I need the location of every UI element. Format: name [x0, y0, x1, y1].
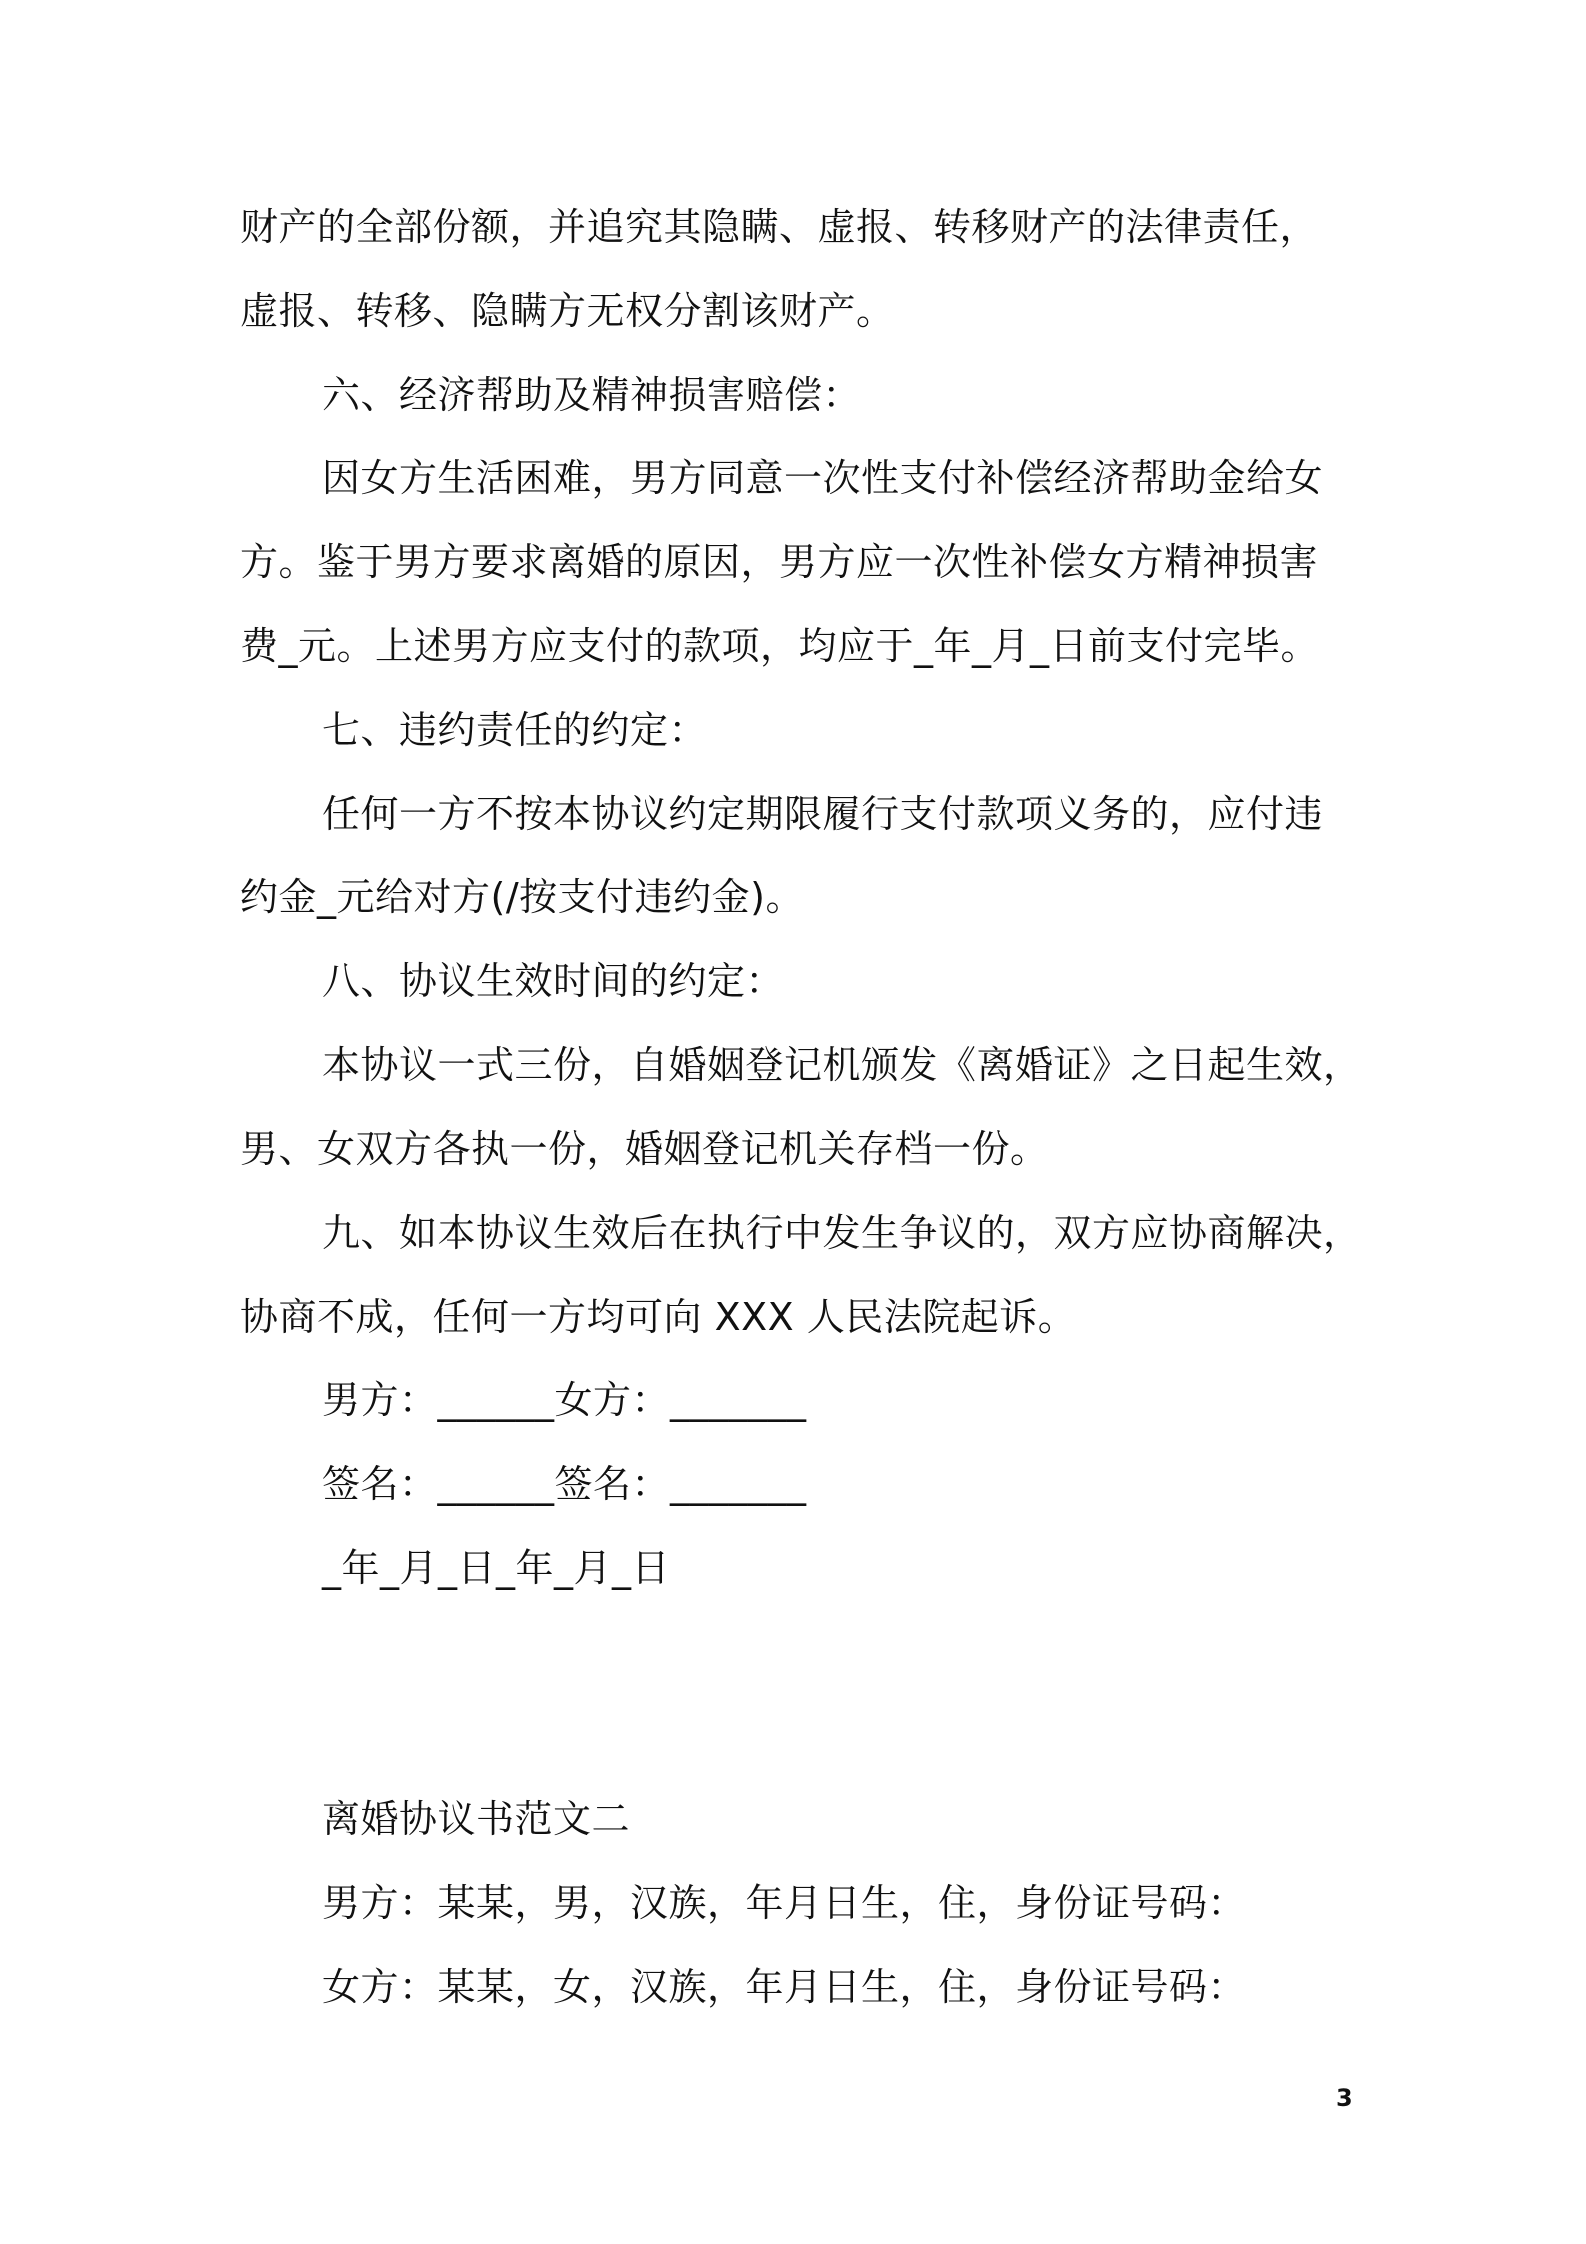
paragraph-line: 因女方生活困难，男方同意一次性支付补偿经济帮助金给女	[322, 456, 1324, 500]
sample-title: 离婚协议书范文二	[322, 1797, 631, 1841]
signature-parties-line: 男方：______女方：_______	[322, 1378, 807, 1422]
paragraph-line: 财产的全部份额，并追究其隐瞒、虚报、转移财产的法律责任，	[240, 205, 1319, 249]
paragraph-line: 约金_元给对方(/按支付违约金)。	[240, 875, 804, 919]
paragraph-line: 方。鉴于男方要求离婚的原因，男方应一次性补偿女方精神损害	[240, 540, 1319, 584]
paragraph-line: 费_元。上述男方应支付的款项，均应于_年_月_日前支付完毕。	[240, 624, 1320, 668]
paragraph-line: 虚报、转移、隐瞒方无权分割该财产。	[240, 289, 895, 333]
paragraph-line: 任何一方不按本协议约定期限履行支付款项义务的，应付违	[322, 792, 1324, 836]
paragraph-line: 协商不成，任何一方均可向 XXX 人民法院起诉。	[240, 1295, 1077, 1339]
section-heading: 六、经济帮助及精神损害赔偿：	[322, 373, 862, 417]
section-heading: 七、违约责任的约定：	[322, 708, 708, 752]
date-line: _年_月_日_年_月_日	[322, 1546, 671, 1590]
section-heading: 八、协议生效时间的约定：	[322, 959, 785, 1003]
signature-line: 签名：______签名：_______	[322, 1462, 807, 1506]
party-info-line: 男方：某某，男，汉族，年月日生，住，身份证号码：	[322, 1881, 1247, 1925]
paragraph-line: 男、女双方各执一份，婚姻登记机关存档一份。	[240, 1127, 1049, 1171]
page-number: 3	[1336, 2084, 1353, 2112]
paragraph-line: 本协议一式三份，自婚姻登记机颁发《离婚证》之日起生效，	[322, 1043, 1362, 1087]
paragraph-line: 九、如本协议生效后在执行中发生争议的，双方应协商解决，	[322, 1211, 1362, 1255]
party-info-line: 女方：某某，女，汉族，年月日生，住，身份证号码：	[322, 1965, 1247, 2009]
